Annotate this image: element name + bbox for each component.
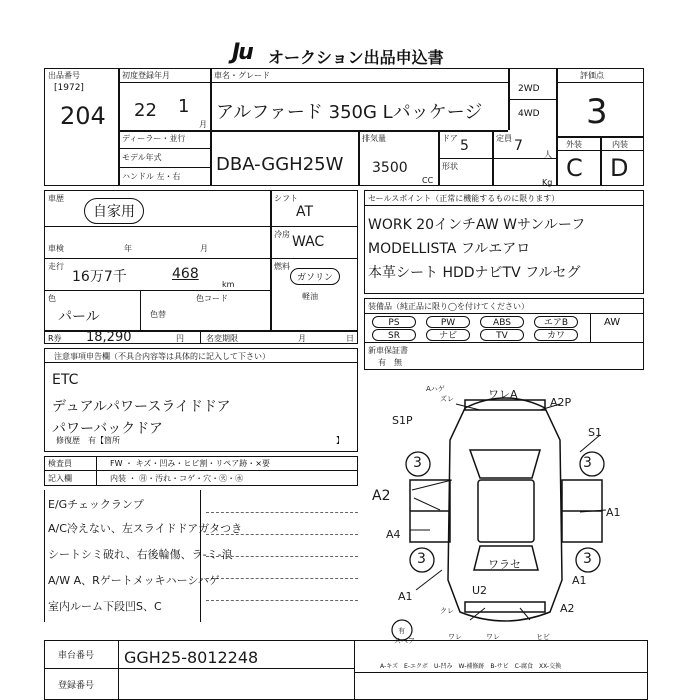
shift-label: シフト — [274, 194, 298, 203]
inspection-year: 年 — [124, 244, 132, 253]
recycle-unit: 円 — [176, 334, 184, 343]
score-int-label: 内装 — [612, 140, 628, 149]
repair-history-label: 修復歴 有【箇所 — [56, 436, 120, 445]
score-ext-value: C — [566, 154, 583, 182]
equip-tv[interactable]: TV — [480, 329, 524, 341]
engine-unit: CC — [422, 176, 434, 185]
name-change-label: 名変期限 — [206, 334, 238, 343]
doors-label: ドア — [442, 134, 458, 143]
drive-2wd[interactable]: 2WD — [518, 84, 540, 94]
type-value: DBA-GGH25W — [216, 154, 344, 175]
handle-label: ハンドル 左・右 — [122, 172, 181, 181]
equip-leather[interactable]: カワ — [534, 329, 578, 341]
diag-tag-8: A1 — [606, 506, 621, 519]
color-sub: 色替 — [150, 310, 166, 319]
reg-label: 初度登録年月 — [122, 71, 170, 80]
wheel-fr-grade: 3 — [583, 455, 592, 471]
score-value: 3 — [586, 92, 608, 132]
wheel-rr-grade: 3 — [583, 551, 592, 567]
diag-tag-13: A2 — [560, 602, 575, 615]
diag-tag-7: A2 — [372, 488, 391, 504]
new-car-warranty-label: 新車保証書 — [368, 346, 408, 355]
entry-items: 内装 ・ ㊊・汚れ・コゲ・穴・㊋・㊌ — [110, 474, 244, 483]
color-label: 色 — [48, 294, 56, 303]
equip-aw[interactable]: AW — [604, 317, 621, 328]
mileage-label: 走行 — [48, 262, 64, 271]
equip-ps[interactable]: PS — [372, 316, 416, 328]
header-title: オークション出品申込書 — [268, 48, 444, 67]
diag-tag-17: スペア — [394, 637, 415, 645]
model-label: 車名・グレード — [214, 71, 270, 80]
drive-4wd[interactable]: 4WD — [518, 109, 540, 119]
score-int-value: D — [610, 154, 629, 182]
lot-number: 204 — [60, 102, 106, 130]
dealer-label: ディーラー・並行 — [122, 134, 186, 143]
sales-label: セールスポイント（正常に機能するものに限ります） — [368, 194, 560, 203]
remark-2: A/C冷えない、左スライドドアガタつき — [48, 522, 243, 535]
notes-line-2: デュアルパワースライドドア — [52, 399, 231, 415]
sales-line-1: WORK 20インチAW Wサンルーフ — [368, 217, 586, 233]
color-value: パール — [58, 309, 100, 325]
notes-label: 注意事項申告欄（不具合内容等は具体的に記入して下さい） — [54, 352, 270, 361]
diag-tag-12: U2 — [472, 584, 488, 597]
usage-value: 自家用 — [84, 198, 144, 224]
spare-mark: 有 — [398, 627, 405, 635]
car-windshield — [470, 450, 540, 478]
lot-label: 出品番号 — [48, 71, 80, 80]
diag-tag-11: A1 — [572, 574, 587, 587]
diag-tag-16: ヒビ — [536, 633, 550, 641]
fuel-label: 燃料 — [274, 262, 290, 271]
mileage-value: 16万7千 — [72, 269, 127, 285]
chassis-label: 車台番号 — [58, 651, 95, 661]
mileage-unit: km — [222, 280, 235, 289]
engine-label: 排気量 — [362, 134, 386, 143]
notes-line-3: パワーバックドア — [52, 421, 163, 437]
mileage-digits: 468 — [172, 266, 199, 282]
reg-month: 1 — [178, 96, 190, 117]
usage-label: 車歴 — [48, 194, 64, 203]
remark-3: シートシミ破れ、右後輪傷、ラ-ミ-浪 — [48, 548, 233, 561]
equip-sr[interactable]: SR — [372, 329, 416, 341]
diag-tag-14: ワレ — [486, 633, 500, 641]
recycle-value: 18,290 — [86, 330, 132, 345]
engine-value: 3500 — [372, 160, 408, 176]
wheel-rl-grade: 3 — [417, 551, 426, 567]
diag-tag-18: ワレ — [448, 633, 462, 641]
equipment-label: 装備品（純正品に限り◯を付けてください） — [368, 302, 529, 311]
score-ext-label: 外装 — [566, 140, 582, 149]
name-change-day: 日 — [346, 334, 354, 343]
name-change-month: 月 — [298, 334, 306, 343]
sales-line-3: 本革シート HDDナビTV フルセグ — [368, 265, 581, 281]
diag-tag-3: ワレA — [488, 388, 518, 401]
damage-legend: A-キズ E-エクボ U-凹み W-補修跡 B-サビ C-腐食 XX-交換 — [380, 663, 562, 670]
equip-airbag[interactable]: エアB — [534, 316, 578, 328]
equip-abs[interactable]: ABS — [480, 316, 524, 328]
reg-month-suffix: 月 — [199, 120, 207, 129]
sales-line-2: MODELLISTA フルエアロ — [368, 241, 531, 257]
recycle-label: R券 — [48, 334, 62, 343]
car-roof — [478, 480, 534, 542]
wheel-fl-grade: 3 — [413, 455, 422, 471]
remark-5: 室内ルーム下段凹S、C — [48, 600, 162, 613]
diag-tag-10: A1 — [398, 590, 413, 603]
reg-year: 22 — [134, 100, 157, 121]
remark-1: E/Gチェックランプ — [48, 498, 144, 511]
ac-value: WAC — [292, 234, 325, 250]
seats-kg: Kg — [542, 178, 553, 187]
inspector-items: FW ・ キズ・凹み・ヒビ割・リペア跡・×要 — [110, 459, 270, 468]
diag-tag-5: S1P — [392, 414, 413, 427]
new-car-warranty-opts[interactable]: 有 無 — [378, 358, 402, 367]
diag-tag-1: Aハゲ — [426, 385, 445, 393]
shape-label: 形状 — [442, 162, 458, 171]
diag-tag-2: ズレ — [440, 395, 454, 403]
equip-navi[interactable]: ナビ — [426, 329, 470, 341]
doors-value: 5 — [460, 138, 469, 154]
seats-suffix: 人 — [544, 150, 552, 159]
model-year-label: モデル年式 — [122, 153, 162, 162]
inspection-month: 月 — [200, 244, 208, 253]
car-rear-bumper — [465, 602, 545, 612]
fuel-other: 軽油 — [302, 292, 318, 301]
score-label: 評価点 — [580, 71, 604, 80]
entry-label: 記入欄 — [48, 474, 72, 483]
fuel-value: ガソリン — [290, 268, 340, 285]
registration-label: 登録番号 — [58, 681, 95, 691]
model-value: アルファード 350G Lパッケージ — [216, 102, 483, 123]
remark-4: A/W A、Rゲートメッキハーシハゲ — [48, 574, 220, 587]
diag-center: ワラセ — [488, 558, 521, 571]
chassis-value: GGH25-8012248 — [124, 648, 259, 667]
shift-value: AT — [296, 204, 314, 220]
notes-line-1: ETC — [52, 372, 79, 388]
car-body-outline — [448, 398, 562, 621]
seats-value: 7 — [514, 138, 523, 154]
diag-tag-6: S1 — [588, 426, 602, 439]
diag-tag-9: A4 — [386, 528, 401, 541]
header-logo: Ju — [232, 40, 252, 65]
seats-label: 定員 — [496, 134, 512, 143]
ac-label: 冷房 — [274, 230, 290, 239]
top-block — [44, 68, 644, 186]
inspection-label: 車検 — [48, 244, 64, 253]
inspector-label: 検査員 — [48, 459, 72, 468]
color-code-label: 色コード — [196, 294, 228, 303]
repair-history-close: 】 — [336, 436, 344, 445]
diag-tag-4: A2P — [550, 396, 572, 409]
diag-tag-15: クレ — [440, 607, 454, 615]
equip-pw[interactable]: PW — [426, 316, 470, 328]
lot-sub: [1972] — [54, 83, 84, 93]
